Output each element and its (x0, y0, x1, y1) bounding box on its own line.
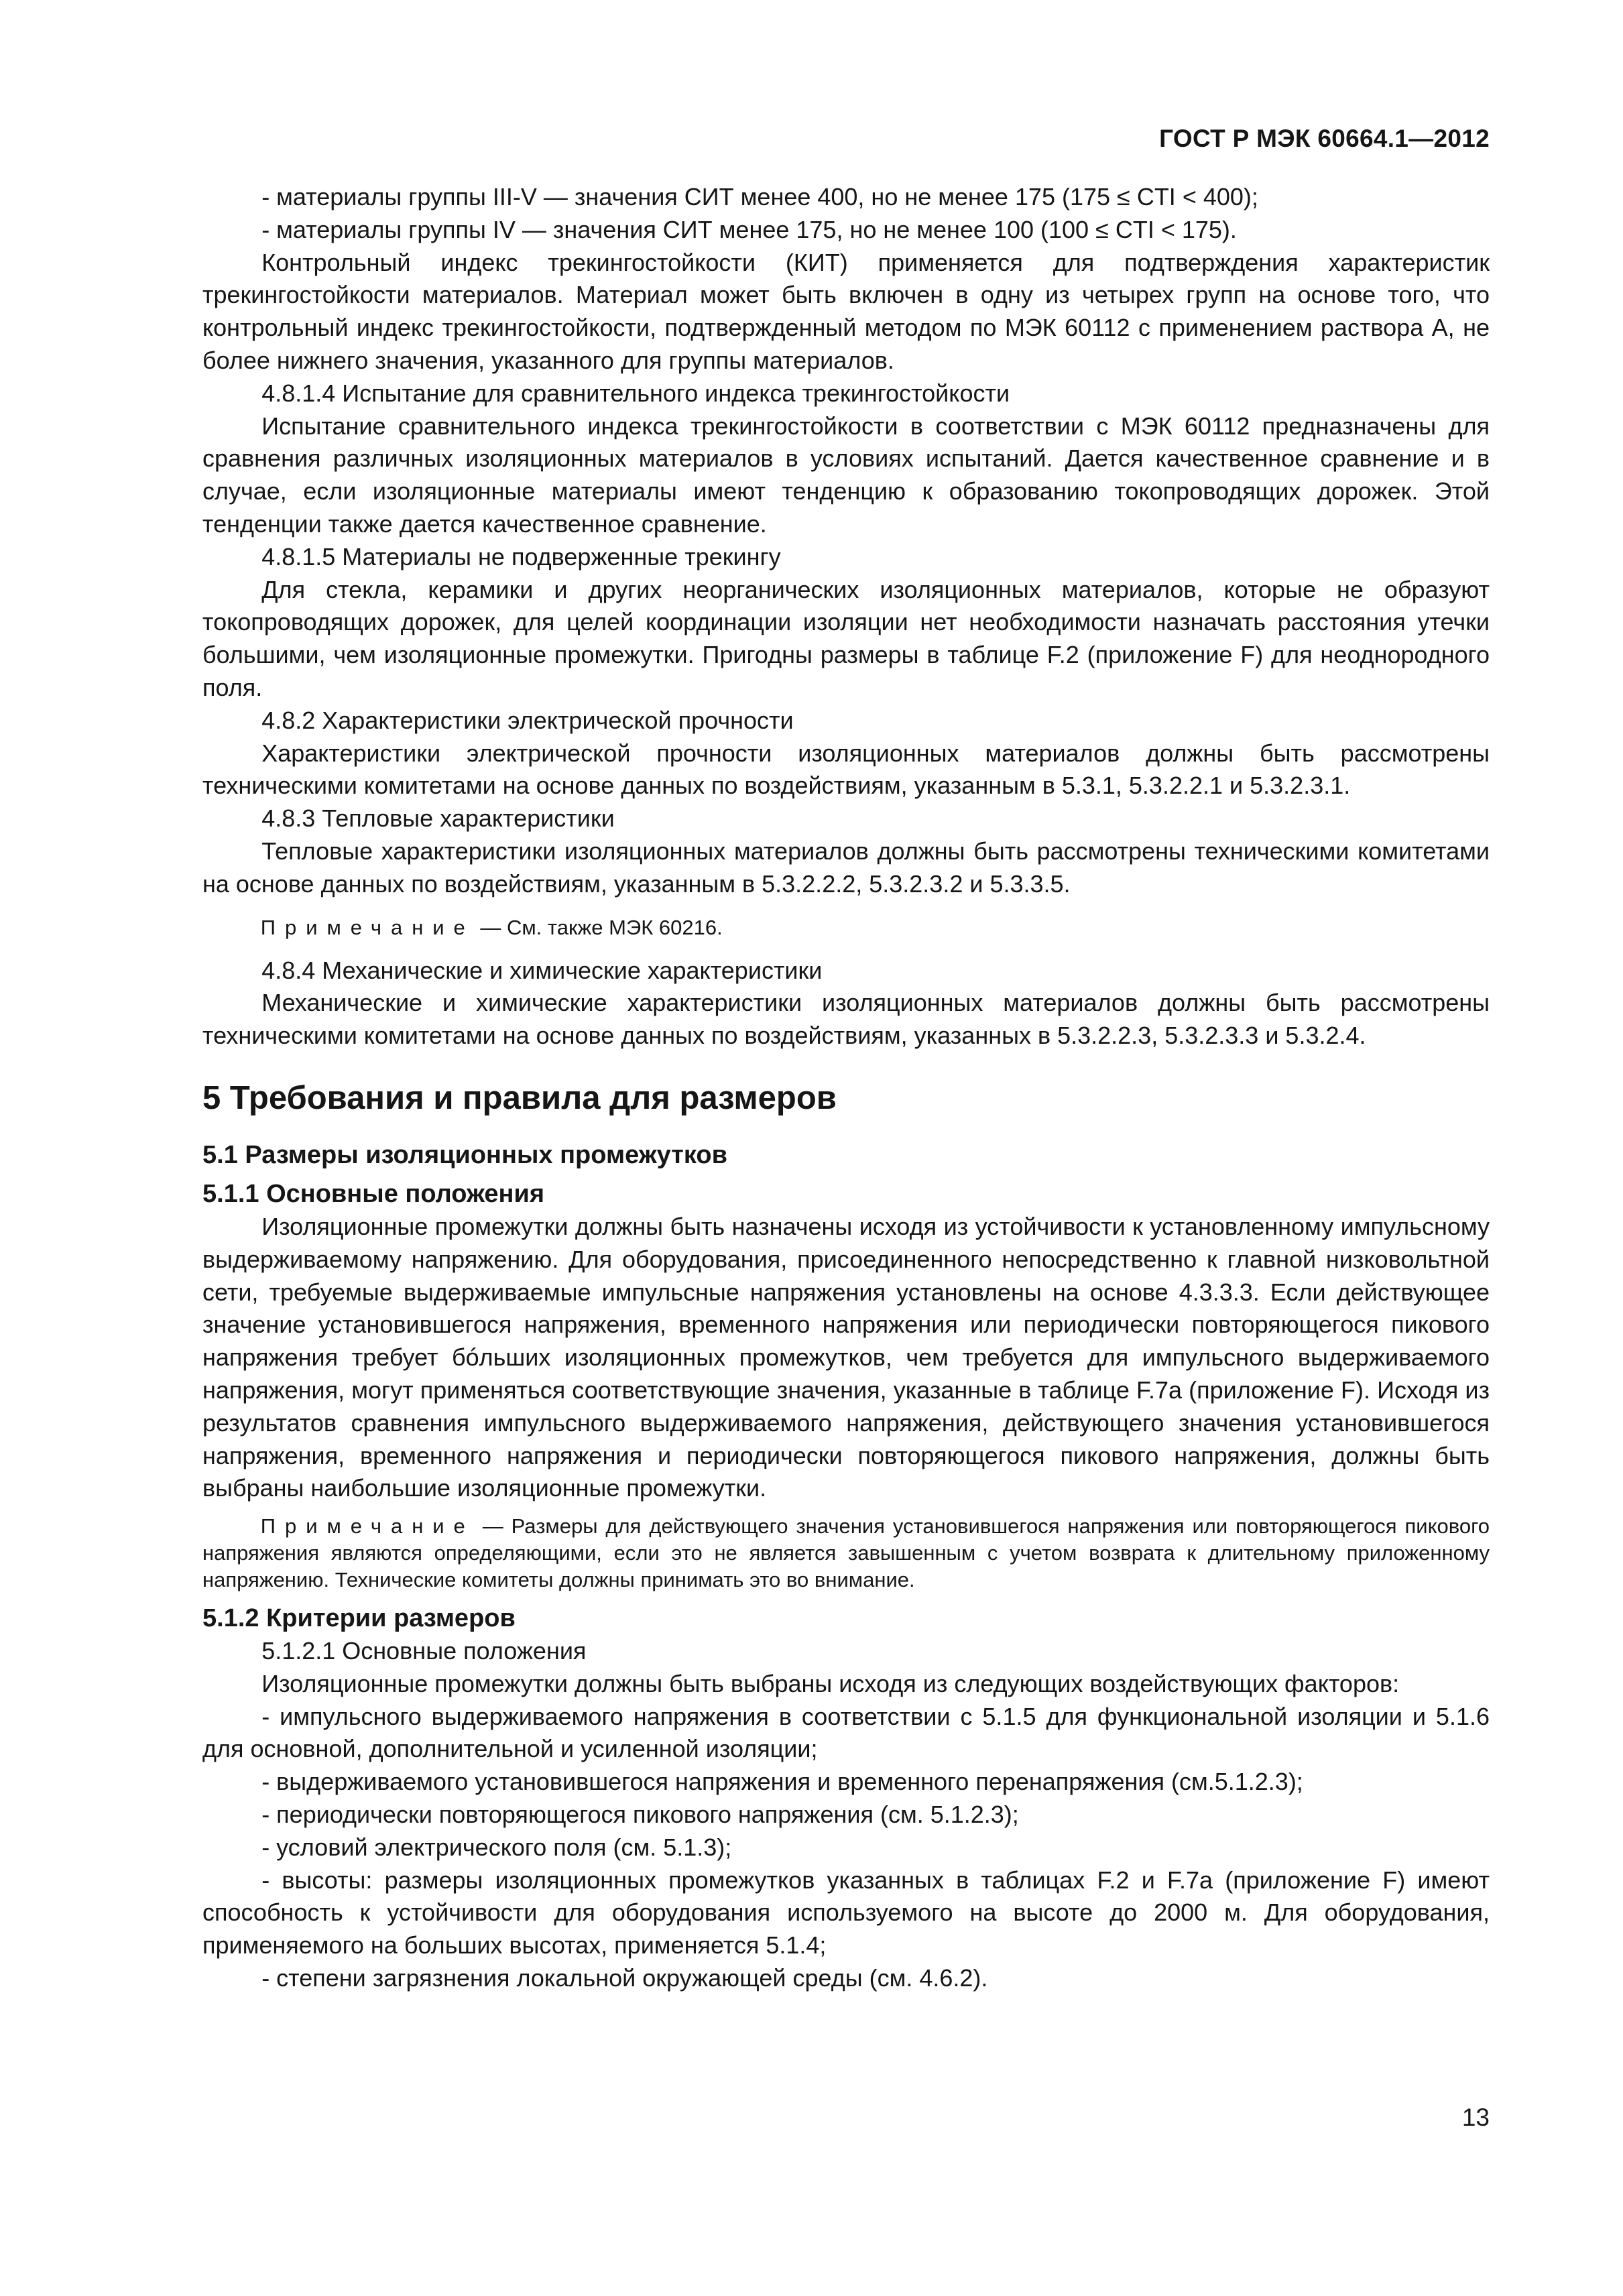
note-1-label: Примечание (260, 915, 475, 939)
paragraph-non-tracking-materials: Для стекла, керамики и других неорганических изоляционных материалов, которые не образуют токопроводящих дорожек, для целей координации изоляции нет необходимости назначать расстояния утечки большими, чем изоляционные промежутки. Пригодны размеры в таблице F.2 (приложение F) для неоднородного поля. (202, 575, 1490, 701)
subsection-5-1-heading: 5.1 Размеры изоляционных промежутков (202, 1140, 727, 1169)
clause-5-1-2-1-title: 5.1.2.1 Основные положения (261, 1637, 587, 1665)
clause-4-8-1-4-title: 4.8.1.4 Испытание для сравнительного индекса трекингостойкости (261, 379, 1010, 407)
list-item-electric-field: - условий электрического поля (см. 5.1.3); (261, 1833, 732, 1861)
subsection-5-1-1-heading: 5.1.1 Основные положения (202, 1179, 545, 1208)
document-body (202, 181, 1490, 1995)
document-header: ГОСТ Р МЭК 60664.1—2012 (1159, 125, 1490, 152)
note-1 (202, 914, 1490, 941)
document-page (202, 0, 1490, 2296)
list-item-altitude: - высоты: размеры изоляционных промежутков указанных в таблицах F.2 и F.7a (приложение F) имеют способность к устойчивости для оборудования используемого на высоте до 2000 м. Для оборудования, применяемого на больших высотах, применяется 5.1.4; (202, 1866, 1490, 1959)
paragraph-clearances-basic: Изоляционные промежутки должны быть назначены исходя из устойчивости к установленному импульсному выдерживаемому напряжению. Для оборудования, присоединенного непосредственно к главной низковольтной сети, требуемые выдерживаемые импульсные напряжения установлены на основе 4.3.3.3. Если действующее значение установившегося напряжения, временного напряжения или периодически повторяющегося пикового напряжения требует бóльших изоляционных промежутков, чем требуется для импульсного выдерживаемого напряжения, могут применяться соответствующие значения, указанные в таблице F.7a (приложение F). Исходя из результатов сравнения импульсного выдерживаемого напряжения, действующего значения установившегося напряжения, временного напряжения и периодически повторяющегося пикового напряжения, должны быть выбраны наибольшие изоляционные промежутки. (202, 1212, 1490, 1502)
paragraph-kit: Контрольный индекс трекингостойкости (КИТ) применяется для подтверждения характеристик трекингостойкости материалов. Материал может быть включен в одну из четырех групп на основе того, что контрольный индекс трекингостойкости, подтвержденный методом по МЭК 60112 с применением раствора А, не более нижнего значения, указанного для группы материалов. (202, 248, 1490, 374)
section-5-heading: 5 Требования и правила для размеров (202, 1079, 837, 1116)
clause-4-8-4-title: 4.8.4 Механические и химические характеристики (261, 956, 823, 984)
note-2 (202, 1513, 1490, 1593)
paragraph-cti-test: Испытание сравнительного индекса трекингостойкости в соответствии с МЭК 60112 предназначены для сравнения различных изоляционных материалов в условиях испытаний. Дается качественное сравнение и в случае, если изоляционные материалы имеют тенденцию к образованию токопроводящих дорожек. Этой тенденции также дается качественное сравнение. (202, 412, 1490, 538)
clause-4-8-3-title: 4.8.3 Тепловые характеристики (261, 804, 615, 833)
list-item-materials-group-iii: - материалы группы III-V — значения СИТ менее 400, но не менее 175 (175 ≤ CTI < 400); (261, 183, 1258, 210)
list-item-peak-voltage: - периодически повторяющегося пикового напряжения (см. 5.1.2.3); (261, 1801, 1019, 1829)
paragraph-mechanical-chemical: Механические и химические характеристики изоляционных материалов должны быть рассмотрены техническими комитетами на основе данных по воздействиям, указанных в 5.3.2.2.3, 5.3.2.3.3 и 5.3.2.4. (202, 989, 1490, 1050)
note-2-text: — Размеры для действующего значения установившегося напряжения или повторяющегося пикового напряжения являются определяющими, если это не является завышенным с учетом возврата к длительному приложенному напряжению. Технические комитеты должны принимать это во внимание. (202, 1514, 1490, 1592)
paragraph-thermal: Тепловые характеристики изоляционных материалов должны быть рассмотрены техническими комитетами на основе данных по воздействиям, указанным в 5.3.2.2.2, 5.3.2.3.2 и 5.3.3.5. (202, 837, 1490, 898)
subsection-5-1-2-heading: 5.1.2 Критерии размеров (202, 1604, 516, 1633)
note-2-label: Примечание (260, 1514, 475, 1538)
clause-4-8-2-title: 4.8.2 Характеристики электрической прочности (261, 706, 794, 734)
list-item-steady-state-voltage: - выдерживаемого установившегося напряжения и временного перенапряжения (см.5.1.2.3); (261, 1768, 1303, 1796)
page-number: 13 (1461, 2104, 1490, 2131)
list-item-materials-group-iv: - материалы группы IV — значения СИТ менее 175, но не менее 100 (100 ≤ CTI < 175). (261, 215, 1237, 243)
note-1-text: — См. также МЭК 60216. (474, 915, 723, 939)
list-item-impulse-voltage: - импульсного выдерживаемого напряжения в соответствии с 5.1.5 для функциональной изоляции и 5.1.6 для основной, дополнительной и усиленной изоляции; (202, 1702, 1490, 1763)
paragraph-factors-intro: Изоляционные промежутки должны быть выбраны исходя из следующих воздействующих факторов: (261, 1669, 1400, 1697)
clause-4-8-1-5-title: 4.8.1.5 Материалы не подверженные трекингу (261, 542, 781, 570)
paragraph-electric-strength: Характеристики электрической прочности изоляционных материалов должны быть рассмотрены техническими комитетами на основе данных по воздействиям, указанным в 5.3.1, 5.3.2.2.1 и 5.3.2.3.1. (202, 739, 1490, 800)
list-item-pollution-degree: - степени загрязнения локальной окружающей среды (см. 4.6.2). (261, 1964, 988, 1992)
